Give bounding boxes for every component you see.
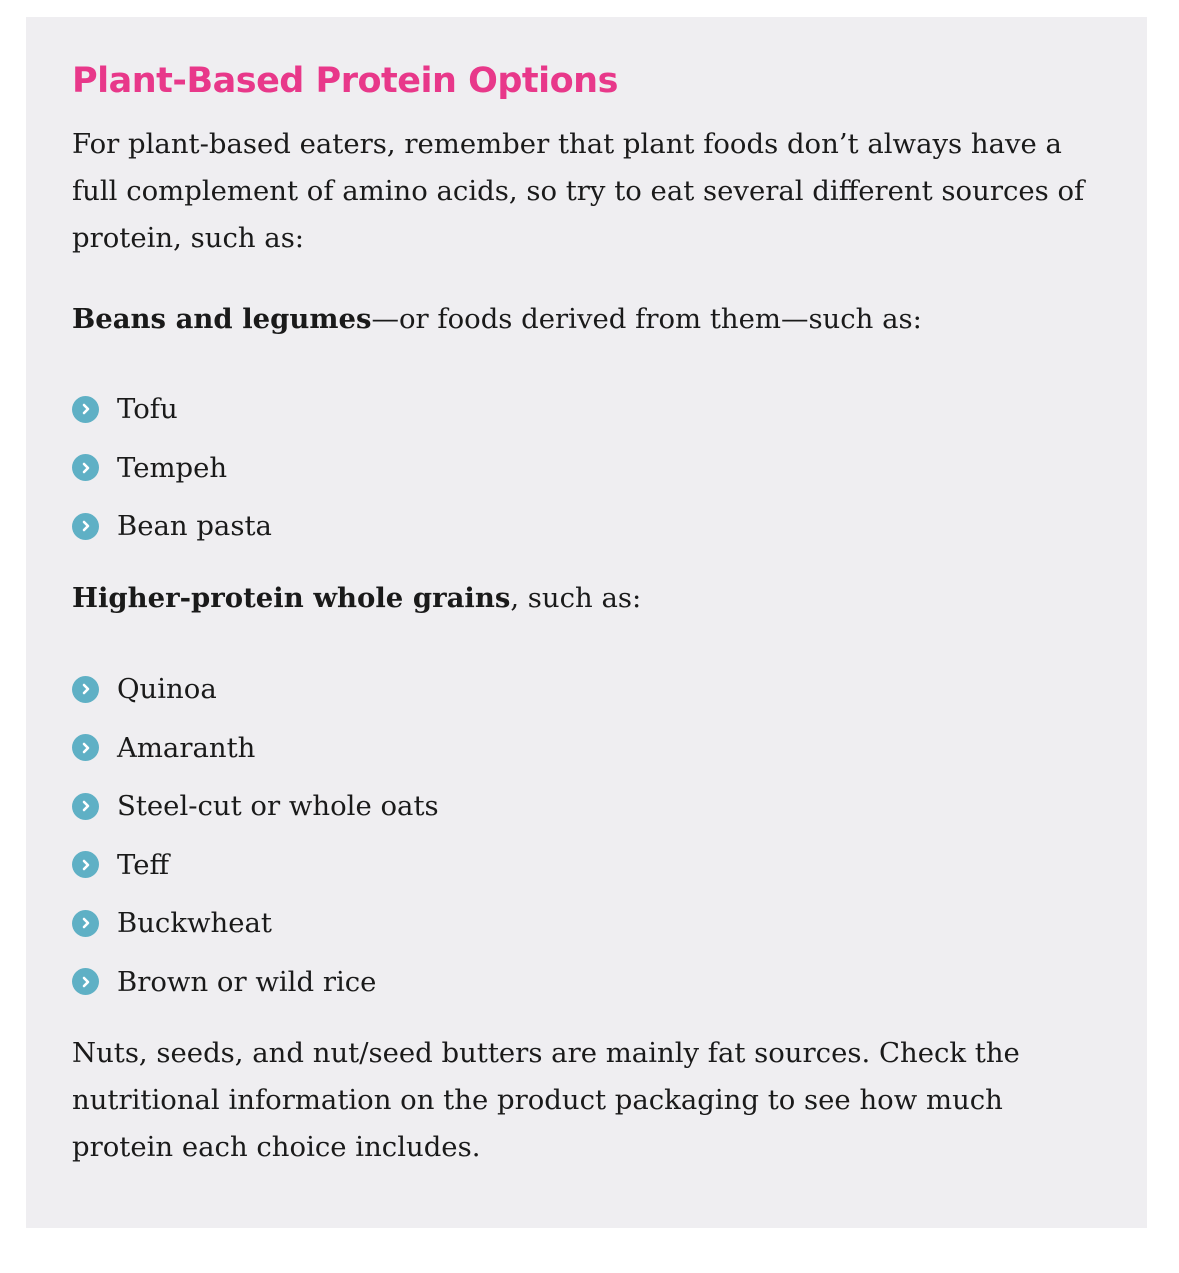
outro-line: Nuts, seeds, and nut/seed butters are mainly fat sources. Check the — [72, 1037, 1020, 1069]
outro-line: protein each choice includes. — [72, 1131, 481, 1163]
list-item-label: Steel-cut or whole oats — [117, 790, 439, 823]
chevron-right-circle-icon — [72, 513, 99, 540]
list-item-label: Brown or wild rice — [117, 965, 377, 998]
chevron-right-circle-icon — [72, 676, 99, 703]
list-item-label: Quinoa — [117, 673, 217, 706]
list-item-label: Teff — [117, 848, 170, 881]
list-item-label: Buckwheat — [117, 907, 272, 940]
list-item — [72, 439, 272, 498]
beans-heading — [72, 299, 922, 339]
list-item-label: Bean pasta — [117, 510, 272, 543]
list-item — [72, 836, 439, 895]
list-item — [72, 497, 272, 556]
grains-heading-rest: , such as: — [510, 582, 642, 614]
beans-list — [72, 380, 272, 556]
grains-heading-bold: Higher-protein whole grains — [72, 582, 511, 614]
list-item — [72, 719, 439, 778]
beans-heading-rest: —or foods derived from them—such as: — [371, 303, 922, 335]
protein-options-card — [26, 17, 1147, 1228]
list-item-label: Tofu — [117, 393, 178, 426]
beans-heading-bold: Beans and legumes — [72, 303, 372, 335]
intro-line: full complement of amino acids, so try to eat several different sources of — [72, 175, 1085, 207]
chevron-right-circle-icon — [72, 396, 99, 423]
list-item — [72, 660, 439, 719]
chevron-right-circle-icon — [72, 734, 99, 761]
outro-paragraph — [72, 1030, 1020, 1171]
list-item — [72, 777, 439, 836]
list-item — [72, 380, 272, 439]
intro-paragraph — [72, 121, 1084, 262]
intro-line: protein, such as: — [72, 222, 305, 254]
chevron-right-circle-icon — [72, 968, 99, 995]
list-item — [72, 894, 439, 953]
list-item — [72, 953, 439, 1012]
card-title: Plant-Based Protein Options — [72, 61, 618, 101]
grains-heading — [72, 578, 641, 618]
chevron-right-circle-icon — [72, 910, 99, 937]
outro-line: nutritional information on the product packaging to see how much — [72, 1084, 1003, 1116]
grains-list — [72, 660, 439, 1011]
chevron-right-circle-icon — [72, 454, 99, 481]
list-item-label: Amaranth — [117, 731, 256, 764]
intro-line: For plant-based eaters, remember that plant foods don’t always have a — [72, 128, 1062, 160]
chevron-right-circle-icon — [72, 793, 99, 820]
list-item-label: Tempeh — [117, 451, 228, 484]
chevron-right-circle-icon — [72, 851, 99, 878]
